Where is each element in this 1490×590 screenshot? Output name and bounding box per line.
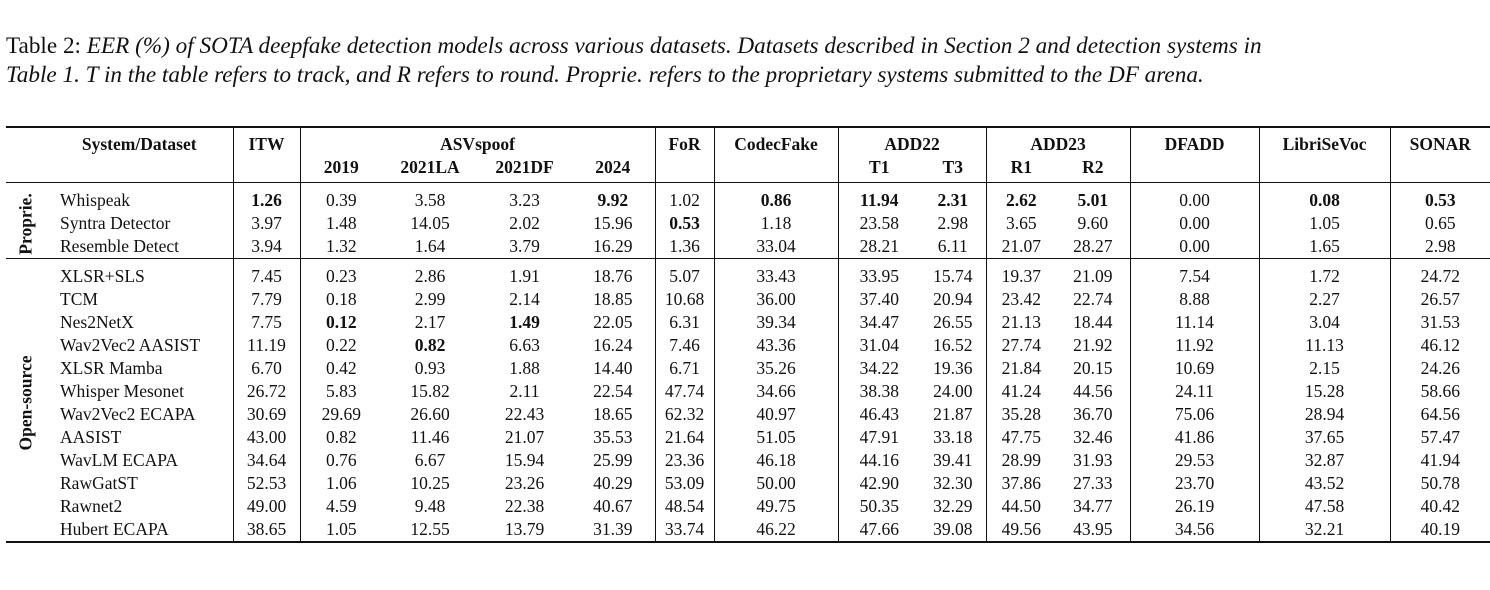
eer-value: 1.49 (509, 312, 540, 332)
eer-value: 34.56 (1130, 518, 1259, 542)
eer-value: 0.53 (655, 212, 714, 235)
eer-value: 28.94 (1259, 403, 1390, 426)
header-dfadd: DFADD (1130, 127, 1259, 156)
eer-value: 1.05 (300, 518, 382, 542)
eer-value: 23.42 (986, 288, 1056, 311)
group-label-cell (6, 189, 46, 259)
eer-value: 14.40 (593, 358, 633, 378)
eer-value: 0.08 (1259, 189, 1390, 212)
eer-value: 36.70 (1073, 404, 1113, 424)
eer-value: 32.46 (1073, 427, 1113, 447)
eer-value: 49.75 (714, 495, 838, 518)
eer-value: 2.99 (414, 289, 446, 309)
eer-value: 7.46 (655, 334, 714, 357)
eer-value: 31.53 (1390, 311, 1490, 334)
eer-value: 22.54 (593, 381, 633, 401)
eer-value: 1.26 (233, 189, 300, 212)
eer-value: 38.38 (838, 380, 920, 403)
system-name: Whispeak (60, 190, 130, 210)
eer-value: 0.12 (300, 311, 382, 334)
system-name: Whisper Mesonet (60, 381, 184, 401)
eer-value: 18.85 (593, 289, 633, 309)
eer-value: 7.54 (1130, 265, 1259, 288)
eer-value: 26.57 (1390, 288, 1490, 311)
eer-value: 3.04 (1259, 311, 1390, 334)
eer-value: 8.88 (1130, 288, 1259, 311)
table-row (6, 380, 1490, 403)
eer-value: 28.99 (986, 449, 1056, 472)
eer-value: 6.71 (655, 357, 714, 380)
header-add22-t1: T1 (838, 156, 920, 183)
eer-value: 16.29 (571, 235, 655, 259)
header-sonar: SONAR (1390, 127, 1490, 156)
eer-value: 6.31 (655, 311, 714, 334)
eer-value: 0.00 (1130, 189, 1259, 212)
eer-value: 27.74 (986, 334, 1056, 357)
header-for: FoR (655, 127, 714, 156)
header-row-2 (6, 156, 1490, 183)
eer-value: 40.19 (1390, 518, 1490, 542)
eer-value: 64.56 (1390, 403, 1490, 426)
eer-value: 33.43 (714, 265, 838, 288)
eer-value: 3.97 (233, 212, 300, 235)
system-name: Rawnet2 (60, 496, 123, 516)
table-row (6, 334, 1490, 357)
header-add23-r1: R1 (986, 156, 1056, 183)
eer-value: 3.79 (478, 235, 571, 259)
eer-value: 24.72 (1390, 265, 1490, 288)
caption-text-2: Table 1. T in the table refers to track, and R refers to round. Proprie. refers to the proprietary systems submitted to the DF arena. (6, 62, 1204, 88)
table-row (6, 357, 1490, 380)
header-asv-2024: 2024 (571, 156, 655, 183)
eer-value: 31.04 (838, 334, 920, 357)
eer-value: 34.47 (838, 311, 920, 334)
eer-value: 47.75 (986, 426, 1056, 449)
eer-value: 22.43 (504, 404, 545, 424)
eer-value: 21.64 (655, 426, 714, 449)
caption-label: Table 2: (6, 33, 87, 59)
eer-value: 23.70 (1130, 472, 1259, 495)
eer-value: 37.65 (1259, 426, 1390, 449)
eer-value: 1.36 (655, 235, 714, 259)
eer-value: 23.26 (504, 473, 545, 493)
eer-value: 11.19 (233, 334, 300, 357)
eer-value: 2.14 (509, 289, 540, 309)
eer-results-table (6, 126, 1490, 543)
eer-value: 40.42 (1390, 495, 1490, 518)
eer-value: 30.69 (233, 403, 300, 426)
eer-value: 39.08 (920, 518, 986, 542)
eer-value: 47.66 (838, 518, 920, 542)
eer-value: 34.66 (714, 380, 838, 403)
eer-value: 43.52 (1259, 472, 1390, 495)
system-name: Wav2Vec2 ECAPA (60, 404, 196, 424)
eer-value: 15.96 (593, 213, 633, 233)
eer-value: 46.43 (838, 403, 920, 426)
eer-value: 11.92 (1130, 334, 1259, 357)
eer-value: 24.26 (1390, 357, 1490, 380)
group-label-cell (6, 265, 46, 542)
eer-value: 2.31 (937, 190, 969, 210)
eer-value: 1.72 (1259, 265, 1390, 288)
caption-line-1 (6, 32, 1452, 61)
eer-value: 9.60 (1077, 213, 1109, 233)
eer-value: 43.95 (1056, 518, 1130, 542)
eer-value: 25.99 (593, 450, 633, 470)
eer-value: 18.76 (593, 266, 633, 286)
eer-value: 2.17 (414, 312, 446, 332)
eer-value: 49.56 (986, 518, 1056, 542)
eer-value: 44.16 (838, 449, 920, 472)
eer-value: 7.45 (233, 265, 300, 288)
eer-value: 34.77 (1073, 496, 1113, 516)
eer-value: 46.22 (714, 518, 838, 542)
eer-value: 32.30 (933, 473, 973, 493)
system-name: XLSR+SLS (60, 266, 145, 286)
eer-value: 40.97 (714, 403, 838, 426)
eer-value: 34.22 (838, 357, 920, 380)
eer-value: 14.05 (410, 213, 450, 233)
eer-value: 6.11 (920, 235, 986, 259)
eer-value: 33.04 (714, 235, 838, 259)
eer-value: 22.74 (1073, 289, 1113, 309)
eer-value: 35.26 (714, 357, 838, 380)
eer-value: 15.94 (504, 450, 545, 470)
table-row (6, 235, 1490, 259)
eer-value: 0.93 (414, 358, 446, 378)
eer-value: 2.11 (509, 381, 540, 401)
table-row (6, 288, 1490, 311)
system-name: Syntra Detector (60, 213, 171, 233)
eer-value: 21.13 (986, 311, 1056, 334)
eer-value: 10.25 (410, 473, 450, 493)
eer-value: 33.95 (838, 265, 920, 288)
eer-value: 16.24 (593, 335, 633, 355)
eer-value: 6.67 (414, 450, 446, 470)
eer-value: 26.55 (933, 312, 973, 332)
eer-value: 2.98 (937, 213, 969, 233)
header-asv-2021la: 2021LA (382, 156, 478, 183)
eer-value: 35.53 (593, 427, 633, 447)
eer-value: 2.15 (1259, 357, 1390, 380)
eer-value: 3.23 (509, 190, 540, 210)
header-add22: ADD22 (838, 127, 986, 156)
eer-value: 43.36 (714, 334, 838, 357)
system-name: RawGatST (60, 473, 138, 493)
eer-value: 37.40 (838, 288, 920, 311)
eer-value: 62.32 (655, 403, 714, 426)
eer-value: 32.21 (1259, 518, 1390, 542)
eer-value: 1.32 (300, 235, 382, 259)
eer-value: 22.05 (593, 312, 633, 332)
eer-value: 0.00 (1130, 212, 1259, 235)
eer-value: 34.64 (233, 449, 300, 472)
eer-value: 32.87 (1259, 449, 1390, 472)
eer-value: 12.55 (382, 518, 478, 542)
eer-value: 2.62 (986, 189, 1056, 212)
table-row (6, 189, 1490, 212)
eer-value: 41.94 (1390, 449, 1490, 472)
table-row (6, 472, 1490, 495)
table-row (6, 311, 1490, 334)
eer-value: 1.06 (300, 472, 382, 495)
eer-value: 21.92 (1073, 335, 1113, 355)
eer-value: 31.39 (571, 518, 655, 542)
header-librisevoc: LibriSeVoc (1259, 127, 1390, 156)
eer-value: 1.18 (714, 212, 838, 235)
eer-value: 0.86 (714, 189, 838, 212)
eer-value: 15.28 (1259, 380, 1390, 403)
table-row (6, 212, 1490, 235)
eer-value: 0.18 (300, 288, 382, 311)
eer-value: 1.88 (509, 358, 540, 378)
header-asvspoof: ASVspoof (300, 127, 655, 156)
system-name: XLSR Mamba (60, 358, 163, 378)
eer-value: 22.38 (504, 496, 545, 516)
eer-value: 33.18 (933, 427, 973, 447)
eer-value: 58.66 (1390, 380, 1490, 403)
eer-value: 28.27 (1056, 235, 1130, 259)
eer-value: 11.13 (1259, 334, 1390, 357)
eer-value: 41.86 (1130, 426, 1259, 449)
header-itw: ITW (233, 127, 300, 156)
eer-value: 7.79 (233, 288, 300, 311)
eer-value: 0.39 (300, 189, 382, 212)
eer-value: 29.69 (300, 403, 382, 426)
eer-value: 3.58 (414, 190, 446, 210)
eer-value: 3.94 (233, 235, 300, 259)
eer-value: 20.94 (933, 289, 973, 309)
eer-value: 23.36 (655, 449, 714, 472)
eer-value: 2.98 (1390, 235, 1490, 259)
eer-value: 3.65 (986, 212, 1056, 235)
eer-value: 41.24 (986, 380, 1056, 403)
eer-value: 31.93 (1073, 450, 1113, 470)
eer-value: 9.92 (597, 190, 629, 210)
eer-value: 19.37 (986, 265, 1056, 288)
eer-value: 40.67 (593, 496, 633, 516)
eer-value: 9.48 (414, 496, 446, 516)
eer-value: 28.21 (838, 235, 920, 259)
table-row (6, 265, 1490, 288)
eer-value: 32.29 (933, 496, 973, 516)
eer-value: 39.41 (933, 450, 973, 470)
eer-value: 5.07 (655, 265, 714, 288)
eer-value: 24.11 (1130, 380, 1259, 403)
header-add22-t3: T3 (920, 156, 986, 183)
eer-value: 38.65 (233, 518, 300, 542)
system-name: Wav2Vec2 AASIST (60, 335, 201, 355)
system-name: TCM (60, 289, 98, 309)
eer-value: 57.47 (1390, 426, 1490, 449)
eer-value: 52.53 (233, 472, 300, 495)
eer-value: 40.29 (593, 473, 633, 493)
table-row (6, 495, 1490, 518)
eer-value: 18.44 (1073, 312, 1113, 332)
caption-text-1: EER (%) of SOTA deepfake detection models across various datasets. Datasets described in Section 2 and detection systems in (86, 33, 1262, 59)
eer-value: 6.70 (233, 357, 300, 380)
eer-value: 2.02 (509, 213, 540, 233)
eer-value: 75.06 (1130, 403, 1259, 426)
eer-value: 11.46 (410, 427, 450, 447)
eer-value: 11.94 (838, 189, 920, 212)
eer-value: 23.58 (838, 212, 920, 235)
eer-value: 44.56 (1073, 381, 1113, 401)
eer-value: 0.22 (300, 334, 382, 357)
eer-value: 16.52 (933, 335, 973, 355)
table-row (6, 449, 1490, 472)
eer-value: 26.60 (410, 404, 450, 424)
header-asv-2019: 2019 (300, 156, 382, 183)
eer-value: 29.53 (1130, 449, 1259, 472)
eer-value: 21.07 (504, 427, 545, 447)
header-add23: ADD23 (986, 127, 1130, 156)
eer-value: 0.23 (300, 265, 382, 288)
eer-value: 0.82 (414, 335, 446, 355)
eer-value: 0.65 (1390, 212, 1490, 235)
eer-value: 35.28 (986, 403, 1056, 426)
eer-value: 1.65 (1259, 235, 1390, 259)
eer-value: 44.50 (986, 495, 1056, 518)
eer-value: 0.42 (300, 357, 382, 380)
eer-value: 1.05 (1259, 212, 1390, 235)
header-asv-2021df: 2021DF (478, 156, 571, 183)
group-label: Open-source (15, 355, 36, 451)
eer-value: 15.82 (410, 381, 450, 401)
eer-value: 21.84 (986, 357, 1056, 380)
eer-value: 26.19 (1130, 495, 1259, 518)
eer-value: 37.86 (986, 472, 1056, 495)
eer-value: 10.68 (655, 288, 714, 311)
eer-value: 21.87 (933, 404, 973, 424)
eer-value: 15.74 (933, 266, 973, 286)
eer-value: 1.91 (509, 266, 540, 286)
system-name: WavLM ECAPA (60, 450, 179, 470)
eer-value: 19.36 (933, 358, 973, 378)
eer-value: 1.02 (655, 189, 714, 212)
eer-value: 50.00 (714, 472, 838, 495)
eer-value: 13.79 (478, 518, 571, 542)
eer-value: 6.63 (509, 335, 540, 355)
table-row (6, 426, 1490, 449)
header-row-1 (6, 127, 1490, 156)
eer-value: 10.69 (1130, 357, 1259, 380)
header-codecfake: CodecFake (714, 127, 838, 156)
eer-value: 43.00 (233, 426, 300, 449)
table-body (6, 183, 1490, 543)
eer-value: 0.82 (300, 426, 382, 449)
eer-value: 0.53 (1390, 189, 1490, 212)
eer-value: 46.12 (1390, 334, 1490, 357)
eer-value: 46.18 (714, 449, 838, 472)
eer-value: 5.83 (300, 380, 382, 403)
eer-value: 5.01 (1077, 190, 1109, 210)
table-caption (6, 32, 1452, 90)
eer-value: 21.09 (1073, 266, 1113, 286)
eer-value: 4.59 (300, 495, 382, 518)
eer-value: 47.58 (1259, 495, 1390, 518)
table-row (6, 403, 1490, 426)
system-name: AASIST (60, 427, 122, 447)
table-row (6, 518, 1490, 542)
eer-value: 48.54 (655, 495, 714, 518)
eer-value: 1.48 (300, 212, 382, 235)
eer-value: 24.00 (933, 381, 973, 401)
eer-value: 33.74 (655, 518, 714, 542)
eer-value: 21.07 (986, 235, 1056, 259)
eer-value: 7.75 (233, 311, 300, 334)
system-name: Nes2NetX (60, 312, 134, 332)
eer-value: 50.78 (1390, 472, 1490, 495)
header-system: System/Dataset (46, 127, 233, 156)
eer-value: 27.33 (1073, 473, 1113, 493)
eer-value: 1.64 (382, 235, 478, 259)
eer-value: 47.74 (655, 380, 714, 403)
eer-value: 0.00 (1130, 235, 1259, 259)
eer-value: 0.76 (300, 449, 382, 472)
eer-value: 53.09 (655, 472, 714, 495)
eer-value: 36.00 (714, 288, 838, 311)
eer-value: 20.15 (1073, 358, 1113, 378)
eer-value: 47.91 (838, 426, 920, 449)
group-label: Proprie. (15, 192, 36, 255)
eer-value: 42.90 (838, 472, 920, 495)
eer-value: 11.14 (1130, 311, 1259, 334)
eer-value: 2.86 (414, 266, 446, 286)
eer-value: 18.65 (593, 404, 633, 424)
eer-value: 50.35 (838, 495, 920, 518)
eer-value: 26.72 (233, 380, 300, 403)
eer-value: 2.27 (1259, 288, 1390, 311)
system-name: Resemble Detect (46, 235, 233, 259)
eer-value: 51.05 (714, 426, 838, 449)
system-name: Hubert ECAPA (46, 518, 233, 542)
eer-value: 39.34 (714, 311, 838, 334)
eer-value: 49.00 (233, 495, 300, 518)
header-add23-r2: R2 (1056, 156, 1130, 183)
